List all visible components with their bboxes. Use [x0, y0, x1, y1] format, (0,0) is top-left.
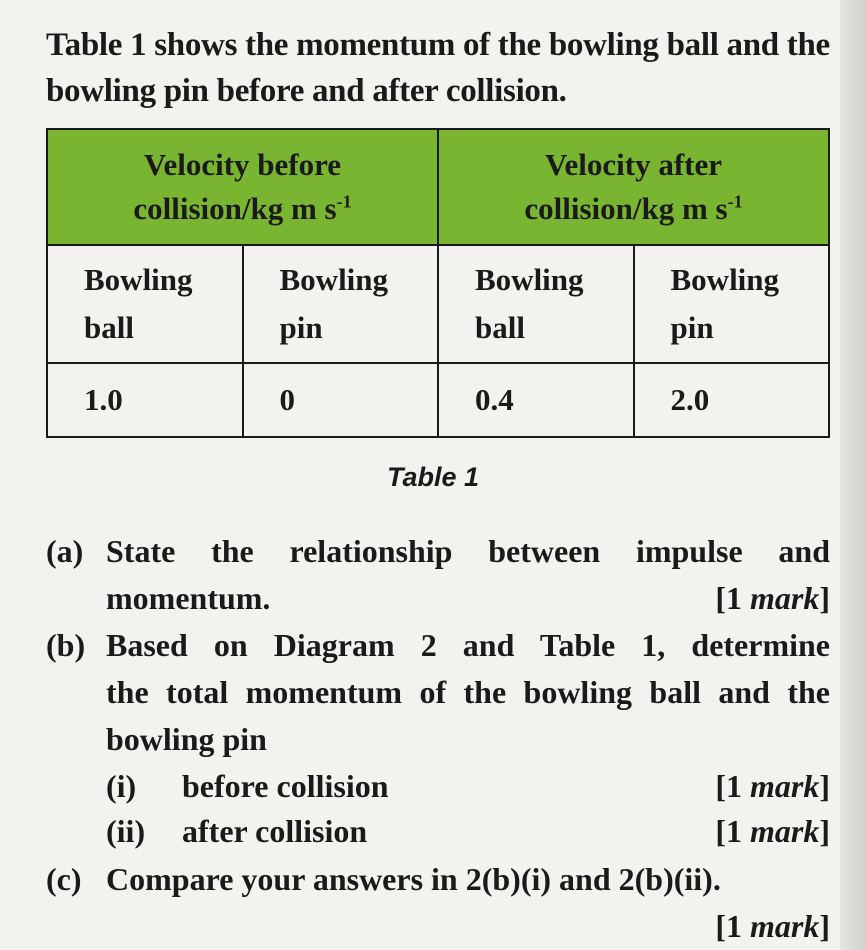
table-group-header-row: [47, 129, 829, 245]
question-b-label: (b): [46, 627, 86, 663]
question-b-line1: Based on Diagram 2 and Table 1, determine: [106, 627, 830, 663]
question-b-part-i-mark: [1 mark]: [715, 768, 830, 804]
question-b-line3: bowling pin: [106, 721, 267, 757]
subheader-before-pin: Bowling pin: [243, 245, 439, 363]
question-b: [46, 622, 830, 852]
question-c: [46, 856, 830, 950]
subheader-before-ball: Bowling ball: [47, 245, 243, 363]
value-after-pin: 2.0: [634, 363, 830, 437]
value-before-pin: 0: [243, 363, 439, 437]
question-c-mark: [1 mark]: [715, 908, 830, 944]
table-caption: Table 1: [386, 462, 480, 492]
question-b-part-i-text: before collision: [182, 768, 389, 804]
intro-text: Table 1 shows the momentum of the bowling ball and the bowling pin before and after collision.: [46, 27, 830, 109]
question-a: [46, 528, 830, 622]
value-before-ball: 1.0: [47, 363, 243, 437]
header-velocity-after: Velocity after collision/kg m $s^{-1}$: [438, 129, 829, 245]
question-b-part-ii-label: (ii): [106, 813, 146, 849]
table-sub-header-row: [47, 245, 829, 363]
table-values-row: [47, 363, 829, 437]
subheader-after-pin: Bowling pin: [634, 245, 830, 363]
question-a-label: (a): [46, 533, 84, 569]
header-velocity-before: Velocity before collision/kg m $s^{-1}$: [47, 129, 438, 245]
question-b-part-ii-mark: [1 mark]: [715, 813, 830, 849]
subheader-after-ball: Bowling ball: [438, 245, 634, 363]
question-a-line2: momentum.: [106, 580, 271, 616]
question-a-mark: [1 mark]: [715, 580, 830, 616]
momentum-table: [46, 128, 830, 438]
value-after-ball: 0.4: [438, 363, 634, 437]
question-b-part-ii-text: after collision: [182, 813, 368, 849]
question-c-label: (c): [46, 861, 82, 897]
question-b-line2: the total momentum of the bowling ball and the: [106, 674, 830, 710]
question-b-part-i-label: (i): [106, 768, 137, 804]
question-c-text: Compare your answers in 2(b)(i) and 2(b)(ii).: [106, 861, 721, 897]
question-a-line1: State the relationship between impulse and: [106, 533, 830, 569]
